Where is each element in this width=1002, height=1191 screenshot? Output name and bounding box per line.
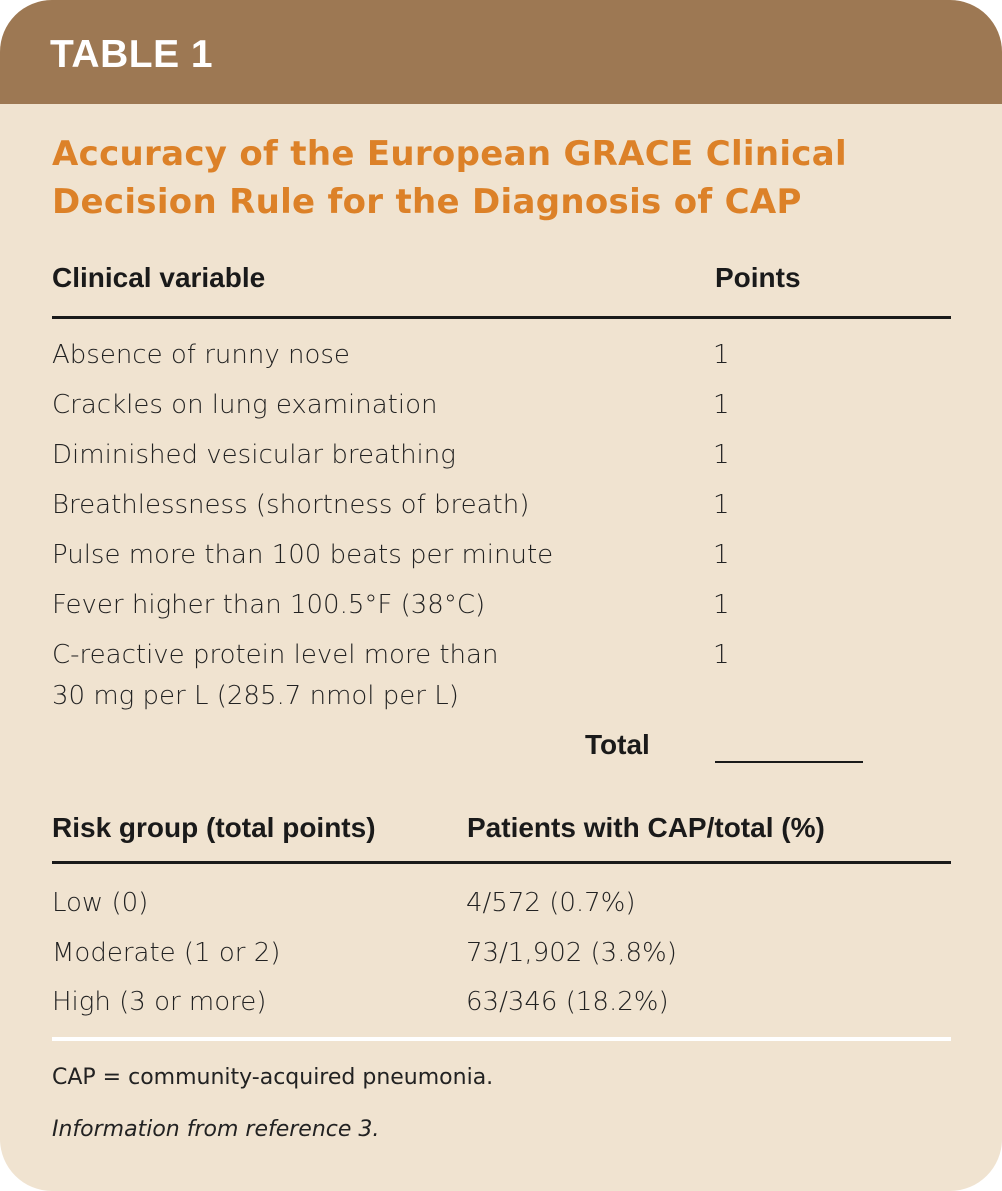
table-row: Diminished vesicular breathing	[52, 440, 456, 470]
total-blank-line	[715, 761, 863, 763]
col-header-patients: Patients with CAP/total (%)	[467, 812, 825, 843]
col-header-risk-group: Risk group (total points)	[52, 812, 376, 843]
table-label: TABLE 1	[50, 33, 214, 76]
divider	[52, 861, 951, 864]
risk-row: Low (0)	[52, 888, 149, 918]
patients-cell: 4/572 (0.7%)	[466, 888, 636, 918]
col-header-variable: Clinical variable	[52, 262, 266, 293]
points-cell: 1	[713, 540, 730, 570]
total-label: Total	[585, 729, 650, 760]
risk-row: High (3 or more)	[52, 987, 267, 1017]
table-title: Accuracy of the European GRACE Clinical Decision Rule for the Diagnosis of CAP	[52, 134, 847, 222]
table-row: C-reactive protein level more than	[52, 640, 499, 670]
points-cell: 1	[713, 590, 730, 620]
source-note: Information from reference 3.	[52, 1117, 380, 1142]
table-row-continued: 30 mg per L (285.7 nmol per L)	[52, 681, 459, 711]
table-row: Absence of runny nose	[52, 340, 350, 370]
abbreviation-note: CAP = community-acquired pneumonia.	[52, 1065, 494, 1090]
points-cell: 1	[713, 490, 730, 520]
patients-cell: 73/1,902 (3.8%)	[466, 938, 677, 968]
footer-divider	[52, 1037, 951, 1041]
points-cell: 1	[713, 640, 730, 670]
divider	[52, 316, 951, 319]
col-header-points: Points	[715, 262, 801, 293]
table-row: Breathlessness (shortness of breath)	[52, 490, 530, 520]
table-header-bar	[0, 0, 1002, 104]
points-cell: 1	[713, 340, 730, 370]
table-row: Fever higher than 100.5°F (38°C)	[52, 590, 486, 620]
patients-cell: 63/346 (18.2%)	[466, 987, 669, 1017]
risk-row: Moderate (1 or 2)	[52, 938, 281, 968]
table-row: Crackles on lung examination	[52, 390, 438, 420]
points-cell: 1	[713, 440, 730, 470]
points-cell: 1	[713, 390, 730, 420]
table-row: Pulse more than 100 beats per minute	[52, 540, 554, 570]
